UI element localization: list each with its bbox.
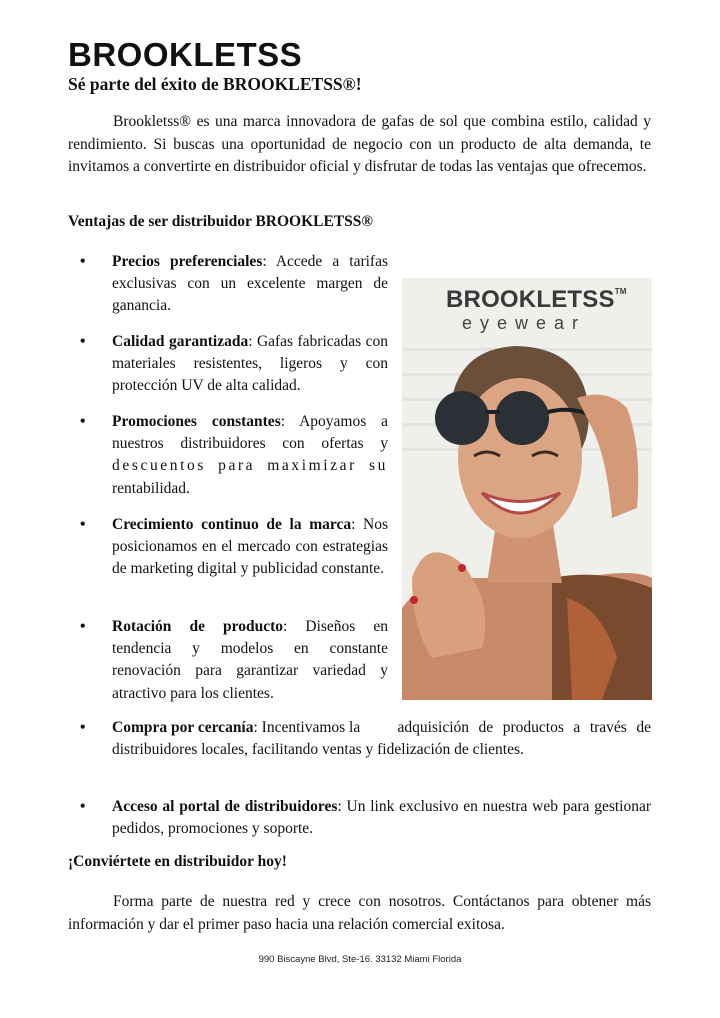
outro-paragraph: Forma parte de nuestra red y crece con nosotros. Contáctanos para obtener más información y dar el primer paso hacia una relación comercial exitosa. <box>68 893 651 933</box>
ad-brand-name: BROOKLETSS <box>446 286 615 313</box>
list-item-text-spaced: descuentos para maximizar su <box>112 457 388 475</box>
model-illustration <box>402 278 652 700</box>
cta-heading: ¡Conviértete en distribuidor hoy! <box>68 853 287 870</box>
list-item-text: : Nos posicionamos en el mercado con estrategias de marketing digital y publicidad constante. <box>112 516 388 578</box>
advantages-heading: Ventajas de ser distribuidor BROOKLETSS® <box>68 213 373 230</box>
bullet-dot: • <box>80 798 86 815</box>
list-item-title: Crecimiento continuo de la marca <box>112 516 352 533</box>
list-item-text: : Incentivamos la <box>253 719 361 736</box>
list-item-text: : Apoyamos a nuestros distribuidores con ofertas y <box>112 413 388 453</box>
list-item-text: : Diseños en tendencia y modelos en constante renovación para garantizar variedad y atractivo para los clientes. <box>112 618 388 702</box>
list-item-text-rest: adquisición de productos a través de distribuidores locales, facilitando ventas y fidelización de clientes. <box>112 719 651 759</box>
logo-wordmark: BROOKLETSS <box>68 36 303 73</box>
ad-brand-tm: TM <box>614 287 627 296</box>
list-item-text-end: rentabilidad. <box>112 479 190 497</box>
list-item-title: Acceso al portal de distribuidores <box>112 798 338 815</box>
bullet-dot: • <box>80 333 86 350</box>
list-item-title: Calidad garantizada <box>112 333 249 350</box>
intro-paragraph: Brookletss® es una marca innovadora de gafas de sol que combina estilo, calidad y rendimiento. Si buscas una oportunidad de negocio con un producto de alta demanda, te invitamos a convertirte en distribuidor oficial y disfrutar de todas las ventajas que ofrecemos. <box>68 113 651 176</box>
list-item-title: Rotación de producto <box>112 618 284 635</box>
footer-address: 990 Biscayne Blvd, Ste-16. 33132 Miami Florida <box>258 954 462 965</box>
ad-brand-sub: eyewear <box>462 313 587 333</box>
list-item-text: : Gafas fabricadas con materiales resistentes, ligeros y con protección UV de alta calidad. <box>112 333 389 395</box>
list-item-title: Promociones constantes <box>112 413 281 430</box>
brand-logo <box>68 38 302 71</box>
list-item-title: Precios preferenciales <box>112 253 263 270</box>
bullet-dot: • <box>80 253 86 270</box>
page-title: Sé parte del éxito de BROOKLETSS®! <box>68 74 362 94</box>
list-item-text: : Un link exclusivo en nuestra web para gestionar pedidos, promociones y soporte. <box>112 798 652 838</box>
list-item-title: Compra por cercanía <box>112 719 254 736</box>
bullet-dot: • <box>80 516 86 533</box>
ad-brand <box>446 288 636 332</box>
product-photo <box>402 278 652 700</box>
bullet-dot: • <box>80 413 86 430</box>
bullet-dot: • <box>80 618 86 635</box>
bullet-dot: • <box>80 719 86 736</box>
list-item-text: : Accede a tarifas exclusivas con un excelente margen de ganancia. <box>112 253 388 315</box>
